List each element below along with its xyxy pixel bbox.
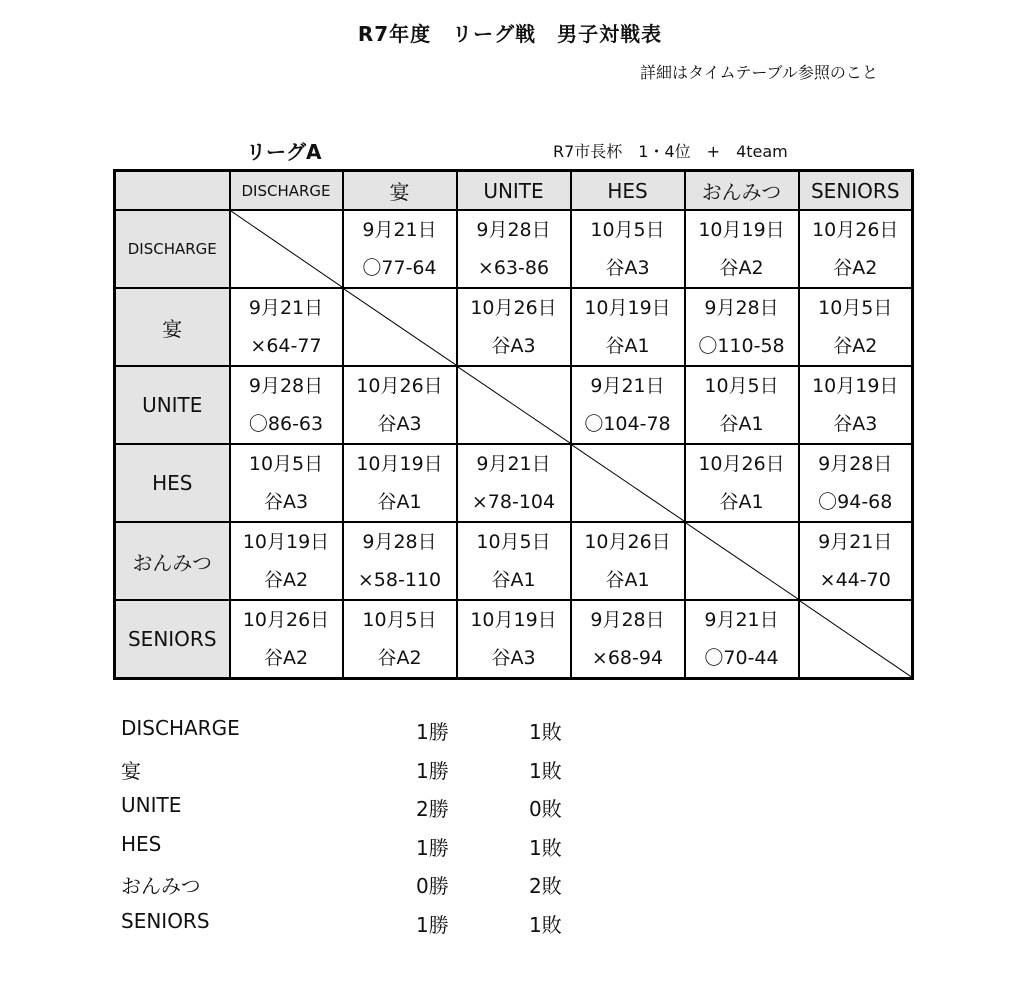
column-header-team: DISCHARGE [230, 171, 343, 211]
match-date: 10月5日 [476, 531, 551, 553]
cup-note: R7市長杯 1・4位 + 4team [553, 142, 788, 161]
match-result: 谷A2 [719, 257, 764, 279]
match-result: ×44-70 [819, 569, 891, 591]
match-result: 谷A3 [605, 257, 650, 279]
match-result: 〇86-63 [248, 413, 324, 435]
match-date: 9月21日 [818, 531, 893, 553]
row-header-team: SENIORS [115, 600, 230, 679]
match-result: ×63-86 [477, 257, 550, 279]
self-match-cell [799, 600, 913, 679]
match-result: 谷A1 [491, 569, 536, 591]
column-header-team: UNITE [457, 171, 571, 211]
match-cell [571, 522, 685, 600]
column-header-team: SENIORS [799, 171, 913, 211]
match-cell [343, 522, 457, 600]
match-date: 10月19日 [812, 375, 899, 397]
match-result: ×58-110 [357, 569, 442, 591]
standing-wins: 1勝 [416, 835, 449, 860]
match-date: 9月28日 [704, 297, 779, 319]
match-result: 谷A3 [491, 647, 536, 669]
match-result: 谷A3 [833, 413, 878, 435]
standing-team: おんみつ [121, 874, 201, 899]
standing-row [121, 832, 621, 871]
match-date: 10月19日 [584, 297, 671, 319]
match-result: 谷A1 [605, 335, 650, 357]
match-cell [571, 366, 685, 444]
timetable-note: 詳細はタイムテーブル参照のこと [640, 63, 878, 82]
row-header-team: おんみつ [115, 522, 230, 600]
match-date: 10月26日 [242, 609, 330, 631]
match-result: 谷A1 [719, 413, 764, 435]
row-header-team: 宴 [115, 288, 230, 366]
standing-wins: 1勝 [416, 912, 449, 937]
match-date: 9月28日 [476, 219, 551, 241]
match-result: 谷A1 [377, 491, 422, 513]
standings-list [121, 716, 621, 948]
standing-wins: 1勝 [416, 720, 449, 744]
self-match-cell [343, 288, 457, 366]
match-result: 〇70-44 [704, 647, 779, 669]
match-date: 9月21日 [590, 375, 665, 397]
match-result: 谷A3 [263, 491, 309, 513]
league-label: リーグA [246, 140, 322, 164]
diagonal-slash [686, 523, 798, 599]
match-cell [799, 210, 913, 288]
match-cell [571, 210, 685, 288]
match-date: 10月5日 [590, 219, 665, 241]
column-header-team: 宴 [343, 171, 457, 211]
standing-losses: 1敗 [529, 758, 562, 783]
diagonal-slash [458, 367, 570, 443]
column-header-team: HES [571, 171, 685, 211]
standing-team: 宴 [121, 758, 141, 783]
match-result: 谷A3 [377, 413, 422, 435]
match-result: ×68-94 [591, 647, 664, 669]
match-result: 〇77-64 [362, 257, 437, 279]
match-result: 谷A1 [605, 569, 650, 591]
corner-cell [115, 171, 230, 211]
match-date: 10月26日 [698, 453, 785, 475]
match-cell [457, 522, 571, 600]
match-cell [799, 366, 913, 444]
standing-team: HES [121, 831, 162, 856]
matrix-row [115, 288, 913, 366]
match-date: 10月26日 [584, 531, 671, 553]
match-date: 9月28日 [362, 531, 437, 553]
match-date: 9月28日 [818, 453, 893, 475]
standing-wins: 0勝 [416, 874, 449, 899]
row-header-team: DISCHARGE [115, 210, 230, 288]
match-cell [343, 366, 457, 444]
match-result: ×78-104 [471, 491, 556, 513]
match-cell [343, 444, 457, 522]
match-result: 〇94-68 [818, 491, 893, 513]
standing-team: DISCHARGE [121, 716, 240, 740]
diagonal-slash [231, 211, 342, 287]
match-date: 9月28日 [590, 609, 665, 631]
self-match-cell [230, 210, 343, 288]
matrix-row [115, 600, 913, 679]
match-result: 谷A2 [833, 257, 878, 279]
match-cell [685, 366, 799, 444]
matrix-row [115, 210, 913, 288]
standing-team: SENIORS [121, 908, 210, 933]
match-matrix [113, 169, 914, 680]
standing-row [121, 716, 621, 755]
matrix-row [115, 366, 913, 444]
match-result: 谷A2 [263, 647, 309, 669]
match-result: 谷A1 [719, 491, 764, 513]
match-cell [799, 522, 913, 600]
match-cell [571, 288, 685, 366]
match-result: 谷A2 [833, 335, 878, 357]
self-match-cell [571, 444, 685, 522]
match-date: 10月19日 [242, 531, 330, 553]
match-date: 10月5日 [704, 375, 779, 397]
standing-row [121, 870, 621, 909]
match-cell [230, 288, 343, 366]
match-cell [343, 210, 457, 288]
match-result: ×64-77 [250, 335, 322, 357]
match-cell [685, 288, 799, 366]
match-date: 9月28日 [248, 375, 324, 397]
match-date: 10月26日 [356, 375, 443, 397]
row-header-team: HES [115, 444, 230, 522]
match-result: 谷A2 [263, 569, 309, 591]
match-date: 9月21日 [248, 297, 324, 319]
standing-team: UNITE [121, 793, 182, 818]
standing-losses: 1敗 [529, 835, 562, 860]
column-header-team: おんみつ [685, 171, 799, 211]
match-cell [343, 600, 457, 679]
diagonal-slash [800, 601, 912, 677]
match-date: 9月21日 [476, 453, 551, 475]
match-date: 10月26日 [470, 297, 557, 319]
standing-losses: 1敗 [529, 720, 562, 744]
match-result: 〇110-58 [698, 335, 785, 357]
match-result: 〇104-78 [584, 413, 671, 435]
match-date: 10月5日 [818, 297, 893, 319]
match-cell [230, 366, 343, 444]
row-header-team: UNITE [115, 366, 230, 444]
match-cell [457, 600, 571, 679]
diagonal-slash [572, 445, 684, 521]
match-cell [799, 444, 913, 522]
match-date: 10月19日 [698, 219, 785, 241]
self-match-cell [457, 366, 571, 444]
match-result: 谷A2 [377, 647, 422, 669]
match-cell [685, 210, 799, 288]
matrix-row [115, 522, 913, 600]
standing-row [121, 755, 621, 794]
page-title: R7年度 リーグ戦 男子対戦表 [357, 22, 663, 46]
match-cell [230, 444, 343, 522]
diagonal-slash [344, 289, 456, 365]
standing-row [121, 909, 621, 948]
match-cell [457, 210, 571, 288]
match-date: 9月21日 [362, 219, 437, 241]
standing-losses: 2敗 [529, 874, 562, 899]
standing-row [121, 793, 621, 832]
match-cell [685, 600, 799, 679]
match-date: 10月26日 [812, 219, 899, 241]
standing-wins: 1勝 [416, 758, 449, 783]
match-date: 9月21日 [704, 609, 779, 631]
match-date: 10月19日 [356, 453, 443, 475]
match-cell [457, 444, 571, 522]
match-result: 谷A3 [491, 335, 536, 357]
match-date: 10月19日 [470, 609, 557, 631]
self-match-cell [685, 522, 799, 600]
standing-wins: 2勝 [416, 797, 449, 822]
standing-losses: 0敗 [529, 797, 562, 822]
match-cell [457, 288, 571, 366]
match-cell [571, 600, 685, 679]
match-cell [230, 522, 343, 600]
matrix-row [115, 444, 913, 522]
match-cell [685, 444, 799, 522]
match-cell [799, 288, 913, 366]
standing-losses: 1敗 [529, 912, 562, 937]
match-date: 10月5日 [362, 609, 437, 631]
match-date: 10月5日 [248, 453, 324, 475]
match-cell [230, 600, 343, 679]
